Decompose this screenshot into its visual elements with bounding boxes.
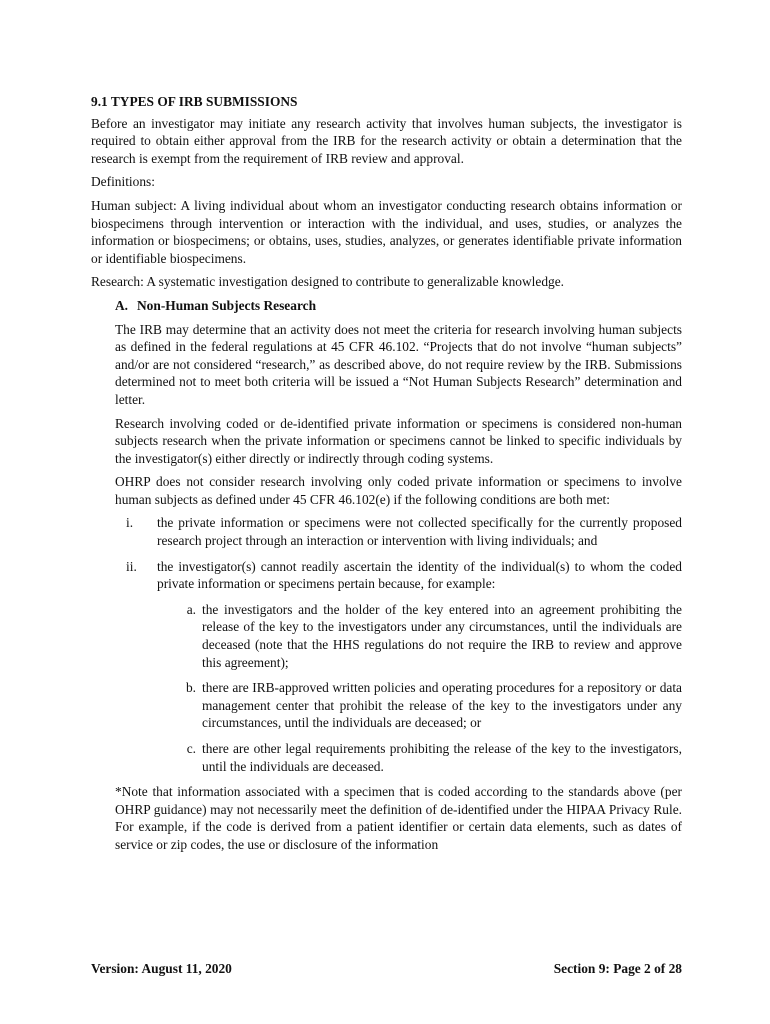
page-footer (91, 960, 682, 978)
condition-text: the private information or specimens were not collected specifically for the currently proposed research project through an interaction or intervention with living individuals; and (157, 515, 682, 549)
subsection-a-label: A. (115, 297, 129, 313)
condition-number: ii. (126, 558, 137, 574)
subsection-a-heading (115, 297, 682, 315)
footer-page-number: Section 9: Page 2 of 28 (553, 961, 682, 976)
example-item (156, 601, 682, 671)
page-content (91, 93, 682, 854)
condition-item (115, 558, 682, 593)
example-letter: a. (186, 601, 196, 617)
example-text: there are other legal requirements prohibiting the release of the key to the investigators, until the individuals are deceased. (202, 741, 682, 774)
definition-research: Research: A systematic investigation designed to contribute to generalizable knowledge. (91, 274, 564, 290)
example-text: the investigators and the holder of the key entered into an agreement prohibiting the release of the key to the investigators under any circumstances, until the individuals are deceased (note that the HHS regulations do not require the IRB to review and approve this agreement); (202, 601, 682, 670)
example-letter: c. (186, 741, 196, 756)
example-item (156, 679, 682, 732)
coding-note: *Note that information associated with a specimen that is coded according to the standards above (per OHRP guidance) may not necessarily meet the definition of de-identified under the HIPAA Privacy Rule. For example, if the code is derived from a patient identifier or certain data elements, such as dates of service or zip codes, the use or disclosure of the information (115, 784, 682, 852)
section-heading: 9.1 TYPES OF IRB SUBMISSIONS (91, 94, 298, 109)
intro-paragraph: Before an investigator may initiate any research activity that involves human subjects, the investigator is required to obtain either approval from the IRB for the research activity or obtain a determination that the research is exempt from the requirement of IRB review and approval. (91, 115, 682, 166)
condition-text: the investigator(s) cannot readily ascertain the identity of the individual(s) to whom the coded private information or specimens pertain because, for example: (157, 558, 682, 592)
definitions-label: Definitions: (91, 174, 155, 190)
condition-number: i. (126, 515, 134, 531)
subsection-a-paragraph-1: The IRB may determine that an activity does not meet the criteria for research involving human subjects as defined in the federal regulations at 45 CFR 46.102. “Projects that do not involve “human subjects” and/or are not considered “research,” as described above, do not require review by the IRB. Submissions determined not to meet both criteria will be issued a “Not Human Subjects Research” determination and letter. (115, 321, 682, 407)
example-text: there are IRB-approved written policies and operating procedures for a repository or data management center that prohibit the release of the key to the investigators under any circumstances, until the individuals are deceased; or (202, 680, 682, 731)
footer-version: Version: August 11, 2020 (91, 961, 232, 976)
subsection-a-paragraph-2: Research involving coded or de-identified private information or specimens is considered non-human subjects research when the private information or specimens cannot be linked to specific individuals by the investigator(s) either directly or indirectly through coding systems. (115, 415, 682, 466)
example-item (156, 740, 682, 775)
subsection-a-title: Non-Human Subjects Research (137, 297, 317, 313)
subsection-a-paragraph-3: OHRP does not consider research involving only coded private information or specimens to involve human subjects as defined under 45 CFR 46.102(e) if the following conditions are both met: (115, 474, 682, 507)
example-letter: b. (185, 680, 196, 696)
definition-human-subject: Human subject: A living individual about whom an investigator conducting research obtains information or biospecimens through intervention or interaction with the individual, and uses, studies, or analyzes the information or biospecimens; or obtains, uses, studies, analyzes, or generates identifiable private information or identifiable biospecimens. (91, 197, 682, 266)
condition-item (115, 514, 682, 549)
